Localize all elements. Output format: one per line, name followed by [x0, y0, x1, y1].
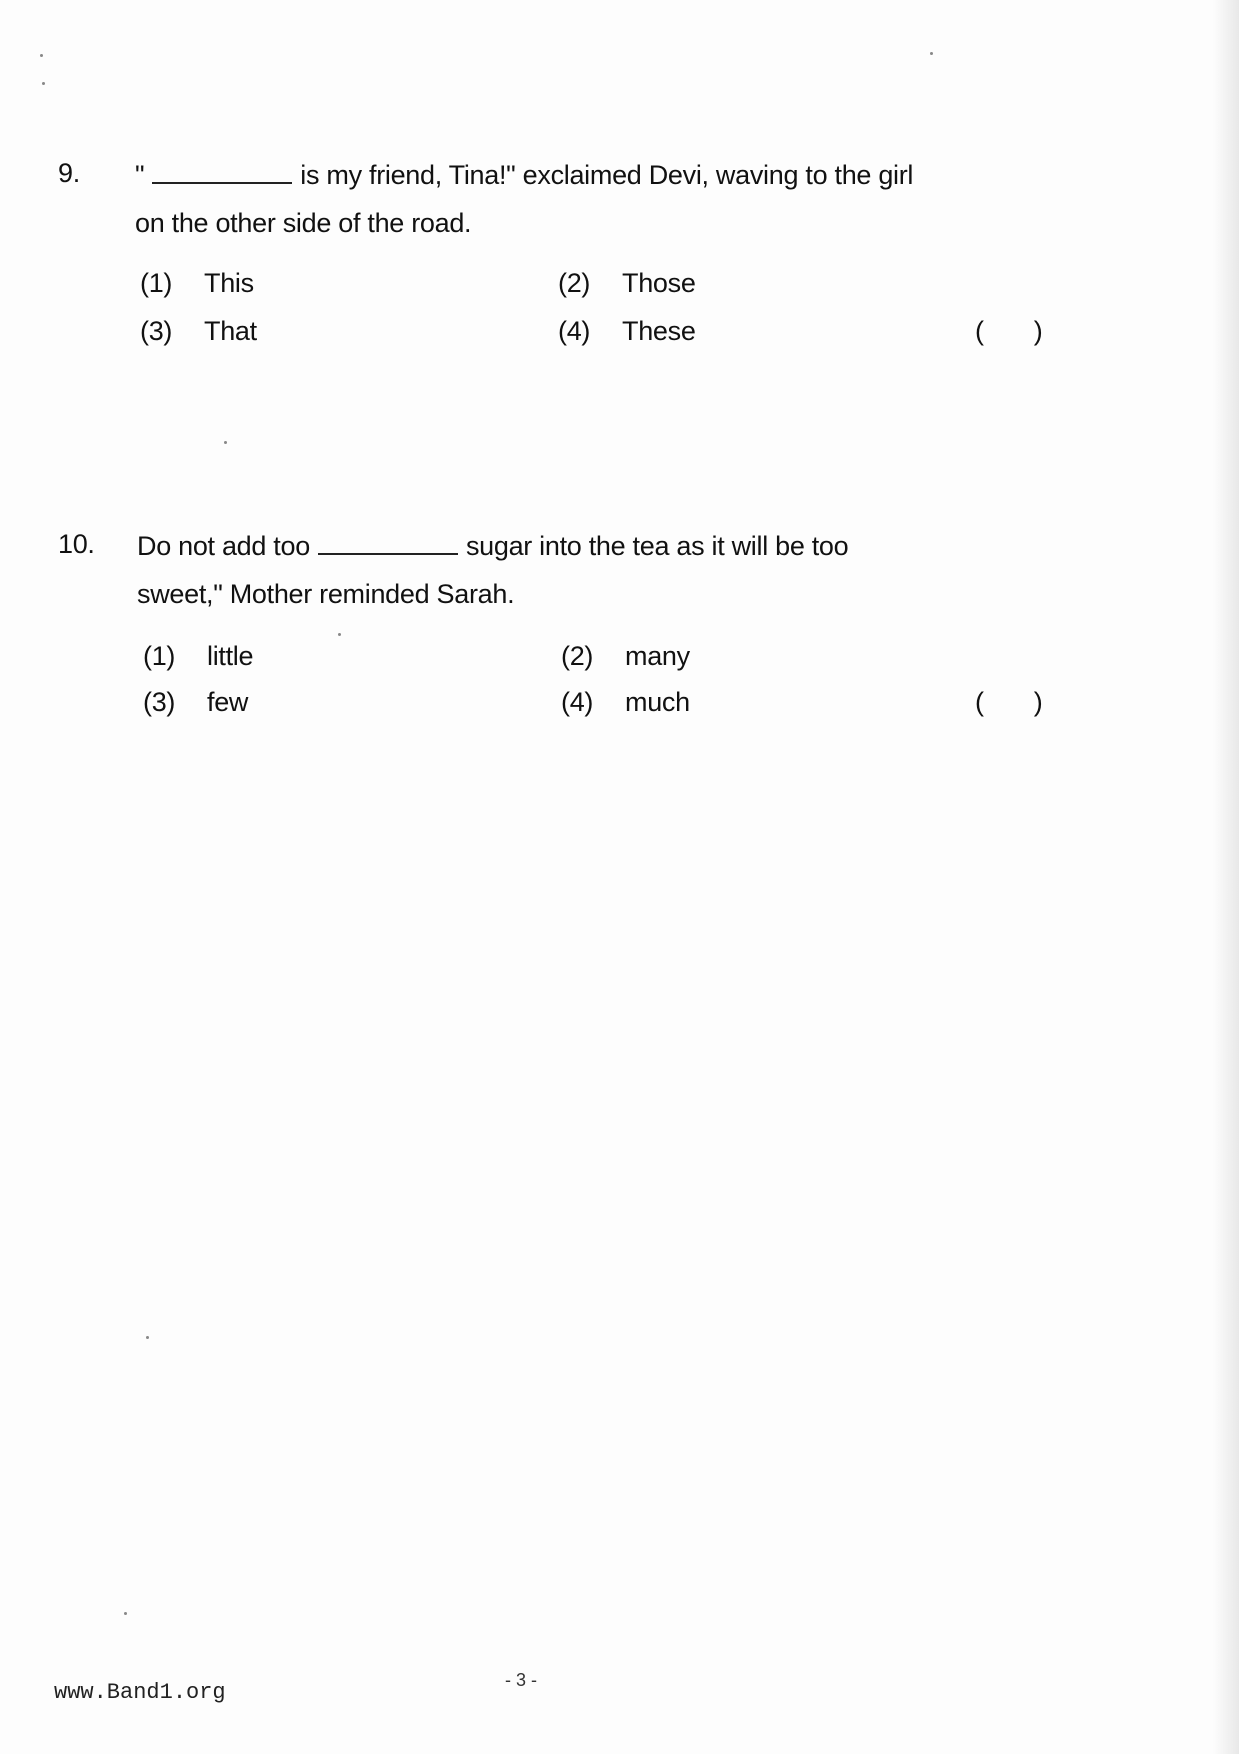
option-1	[140, 268, 254, 299]
option-4	[561, 687, 690, 718]
option-3	[140, 316, 257, 347]
page-number: - 3 -	[505, 1670, 538, 1690]
question-number: 10.	[58, 529, 95, 559]
option-number: (2)	[558, 268, 591, 298]
answer-blank	[318, 529, 458, 555]
question-text-line-1	[135, 158, 913, 191]
scan-speck	[40, 54, 43, 57]
option-number: (2)	[561, 641, 594, 671]
scan-speck	[224, 441, 227, 444]
open-quote: "	[135, 160, 145, 190]
question-number: 9.	[58, 158, 80, 188]
option-text: much	[625, 687, 690, 717]
option-text: little	[207, 641, 254, 671]
option-2	[558, 268, 696, 299]
question-text-line-2: sweet," Mother reminded Sarah.	[137, 579, 515, 609]
answer-blank	[152, 158, 292, 184]
answer-bracket	[975, 687, 1042, 718]
question-text: sugar into the tea as it will be too	[465, 531, 849, 561]
option-number: (4)	[561, 687, 594, 717]
option-4	[558, 316, 696, 347]
question-text: is my friend, Tina!" exclaimed Devi, waving to the girl	[300, 160, 914, 190]
scan-speck	[930, 52, 933, 55]
scan-speck	[338, 633, 341, 636]
option-number: (3)	[140, 316, 173, 346]
option-1	[143, 641, 253, 672]
bracket-open: (	[975, 687, 984, 717]
question-text-line-2: on the other side of the road.	[135, 208, 472, 238]
bracket-open: (	[975, 316, 984, 346]
option-3	[143, 687, 248, 718]
option-text: These	[622, 316, 696, 346]
option-text: many	[625, 641, 690, 671]
option-text: This	[204, 268, 254, 298]
scan-speck	[124, 1612, 127, 1615]
option-2	[561, 641, 690, 672]
scan-edge-shadow	[1213, 0, 1239, 1754]
question-text-line-1	[137, 529, 848, 562]
option-number: (4)	[558, 316, 591, 346]
option-text: Those	[622, 268, 696, 298]
option-number: (1)	[143, 641, 176, 671]
question-text: Do not add too	[137, 531, 310, 561]
bracket-close: )	[1033, 316, 1043, 346]
option-number: (3)	[143, 687, 176, 717]
option-number: (1)	[140, 268, 173, 298]
option-text: few	[207, 687, 249, 717]
footer-url: www.Band1.org	[54, 1680, 226, 1705]
bracket-close: )	[1033, 687, 1043, 717]
scan-speck	[146, 1336, 149, 1339]
answer-bracket	[975, 316, 1042, 347]
scan-speck	[42, 82, 45, 85]
option-text: That	[204, 316, 257, 346]
